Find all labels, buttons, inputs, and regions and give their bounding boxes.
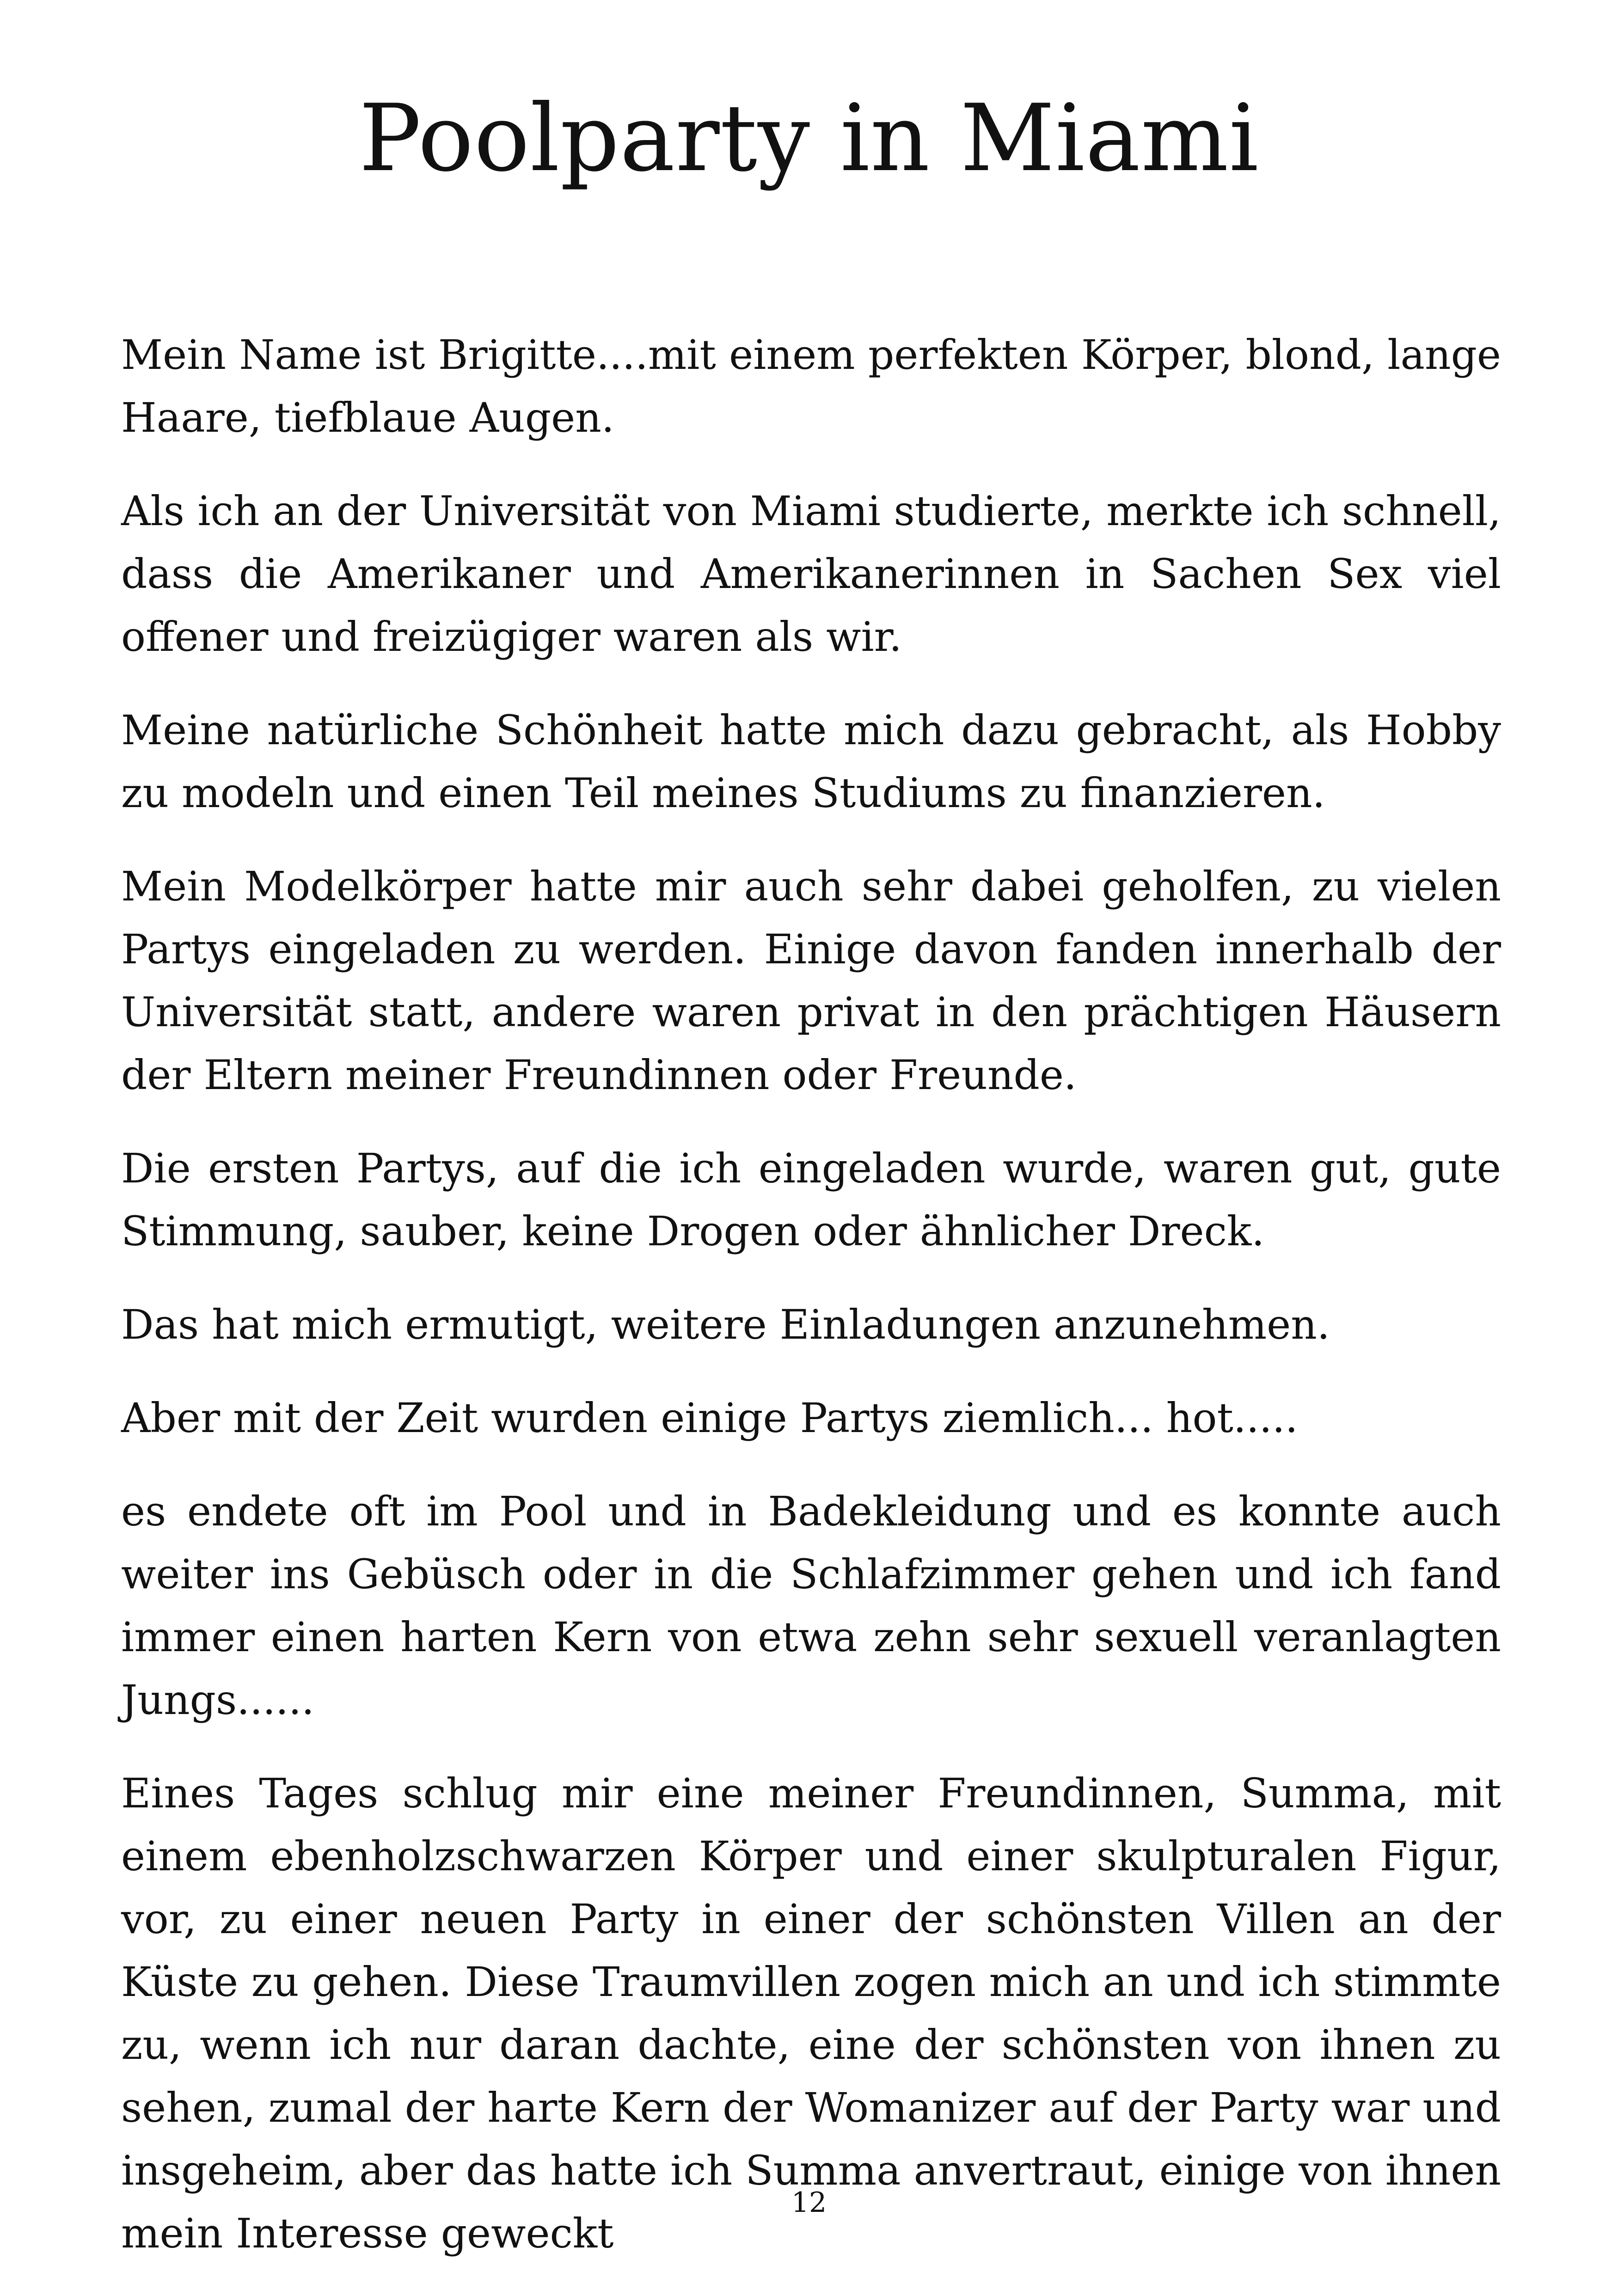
paragraph: es endete oft im Pool und in Badekleidung und es konnte auch weiter ins Gebüsch oder in die Schlafzimmer gehen und ich fand immer einen harten Kern von etwa zehn sehr sexuell veranlagten Jungs...... [121,1488,1501,1724]
paragraph: Eines Tages schlug mir eine meiner Freundinnen, Summa, mit einem ebenholzschwarzen Körper und einer skulpturalen Figur, vor, zu einer neuen Party in einer der schönsten Villen an der Küste zu gehen. Diese Traumvillen zogen mich an und ich stimmte zu, wenn ich nur daran dachte, eine der schönsten von ihnen zu sehen, zumal der harte Kern der Womanizer auf der Party war und insgeheim, aber das hatte ich Summa anvertraut, einige von ihnen mein Interesse geweckt [121,1769,1501,2257]
page-number: 12 [791,2186,827,2219]
paragraph: Mein Name ist Brigitte....mit einem perfekten Körper, blond, lange Haare, tiefblaue Augen. [121,331,1501,441]
paragraph: Mein Modelkörper hatte mir auch sehr dabei geholfen, zu vielen Partys eingeladen zu werden. Einige davon fanden innerhalb der Universität statt, andere waren privat in den prächtigen Häusern der Eltern meiner Freundinnen oder Freunde. [121,863,1501,1099]
paragraph: Aber mit der Zeit wurden einige Partys ziemlich... hot..... [121,1394,1298,1442]
body-text [121,324,1501,2296]
paragraph: Das hat mich ermutigt, weitere Einladungen anzunehmen. [121,1301,1330,1348]
paragraph: Meine natürliche Schönheit hatte mich dazu gebracht, als Hobby zu modeln und einen Teil meines Studiums zu finanzieren. [121,706,1501,817]
paragraph: Die ersten Partys, auf die ich eingeladen wurde, waren gut, gute Stimmung, sauber, keine Drogen oder ähnlicher Dreck. [121,1145,1501,1255]
paragraph: Als ich an der Universität von Miami studierte, merkte ich schnell, dass die Amerikaner und Amerikanerinnen in Sachen Sex viel offener und freizügiger waren als wir. [121,487,1501,661]
page-title: Poolparty in Miami [359,85,1259,192]
